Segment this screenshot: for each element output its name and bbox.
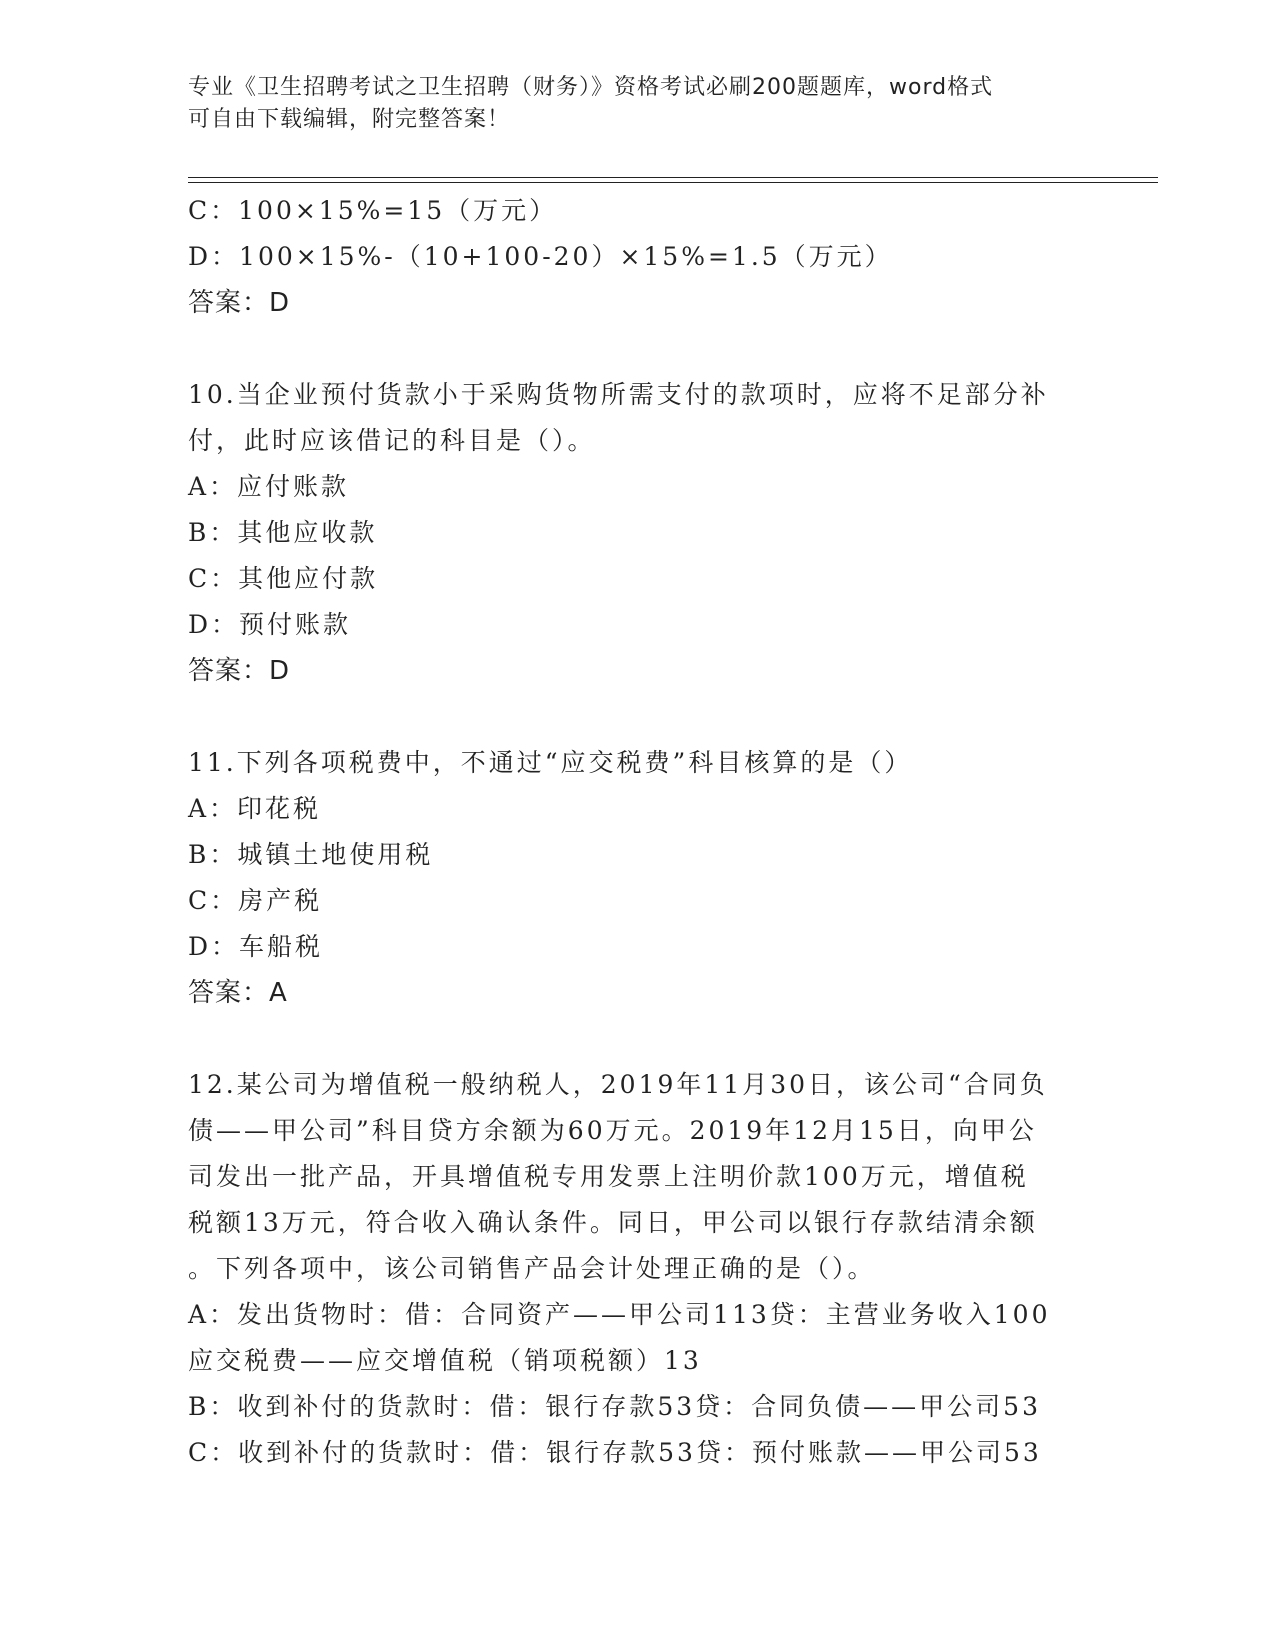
question-text-line: 司发出一批产品，开具增值税专用发票上注明价款100万元，增值税 xyxy=(188,1162,1029,1191)
answer: 答案：D xyxy=(188,656,291,686)
previous-question-tail xyxy=(188,188,1088,326)
question-text-line: 付，此时应该借记的科目是（）。 xyxy=(188,426,596,455)
option-d: D：100×15%-（10+100-20）×15%=1.5（万元） xyxy=(188,242,893,271)
option-c: C：房产税 xyxy=(188,886,323,915)
question-text-line: 11.下列各项税费中，不通过“应交税费”科目核算的是（） xyxy=(188,748,913,777)
question-10 xyxy=(188,372,1088,694)
question-text-line: 10.当企业预付货款小于采购货物所需支付的款项时，应将不足部分补 xyxy=(188,380,1049,409)
option-d: D：车船税 xyxy=(188,932,324,961)
spacer xyxy=(188,694,1088,740)
document-body xyxy=(188,188,1088,1476)
question-text-line: 税额13万元，符合收入确认条件。同日，甲公司以银行存款结清余额 xyxy=(188,1208,1038,1237)
question-11 xyxy=(188,740,1088,1016)
option-c: C：100×15%=15（万元） xyxy=(188,196,558,225)
header-line-1: 专业《卫生招聘考试之卫生招聘（财务）》资格考试必刷200题题库，word格式 xyxy=(188,75,994,100)
option-a: A：印花税 xyxy=(188,794,322,823)
option-b: B：城镇土地使用税 xyxy=(188,840,434,869)
option-d: D：预付账款 xyxy=(188,610,352,639)
answer: 答案：D xyxy=(188,288,291,318)
option-c: C：收到补付的货款时：借：银行存款53贷：预付账款——甲公司53 xyxy=(188,1438,1042,1467)
question-12 xyxy=(188,1062,1088,1476)
option-a: A：应付账款 xyxy=(188,472,350,501)
question-text-line: 。下列各项中，该公司销售产品会计处理正确的是（）。 xyxy=(188,1254,876,1283)
question-text-line: 债——甲公司”科目贷方余额为60万元。2019年12月15日，向甲公 xyxy=(188,1116,1037,1145)
option-c: C：其他应付款 xyxy=(188,564,379,593)
header-rule-top xyxy=(188,177,1158,178)
spacer xyxy=(188,326,1088,372)
option-a-continued: 应交税费——应交增值税（销项税额）13 xyxy=(188,1346,702,1375)
option-b: B：其他应收款 xyxy=(188,518,378,547)
option-b: B：收到补付的货款时：借：银行存款53贷：合同负债——甲公司53 xyxy=(188,1392,1041,1421)
option-a: A：发出货物时：借：合同资产——甲公司113贷：主营业务收入100 xyxy=(188,1300,1051,1329)
header-rule-bottom xyxy=(188,182,1158,183)
header-line-2: 可自由下载编辑，附完整答案！ xyxy=(188,107,511,132)
answer: 答案：A xyxy=(188,978,288,1008)
page-header xyxy=(188,72,1088,136)
question-text-line: 12.某公司为增值税一般纳税人，2019年11月30日，该公司“合同负 xyxy=(188,1070,1048,1099)
spacer xyxy=(188,1016,1088,1062)
